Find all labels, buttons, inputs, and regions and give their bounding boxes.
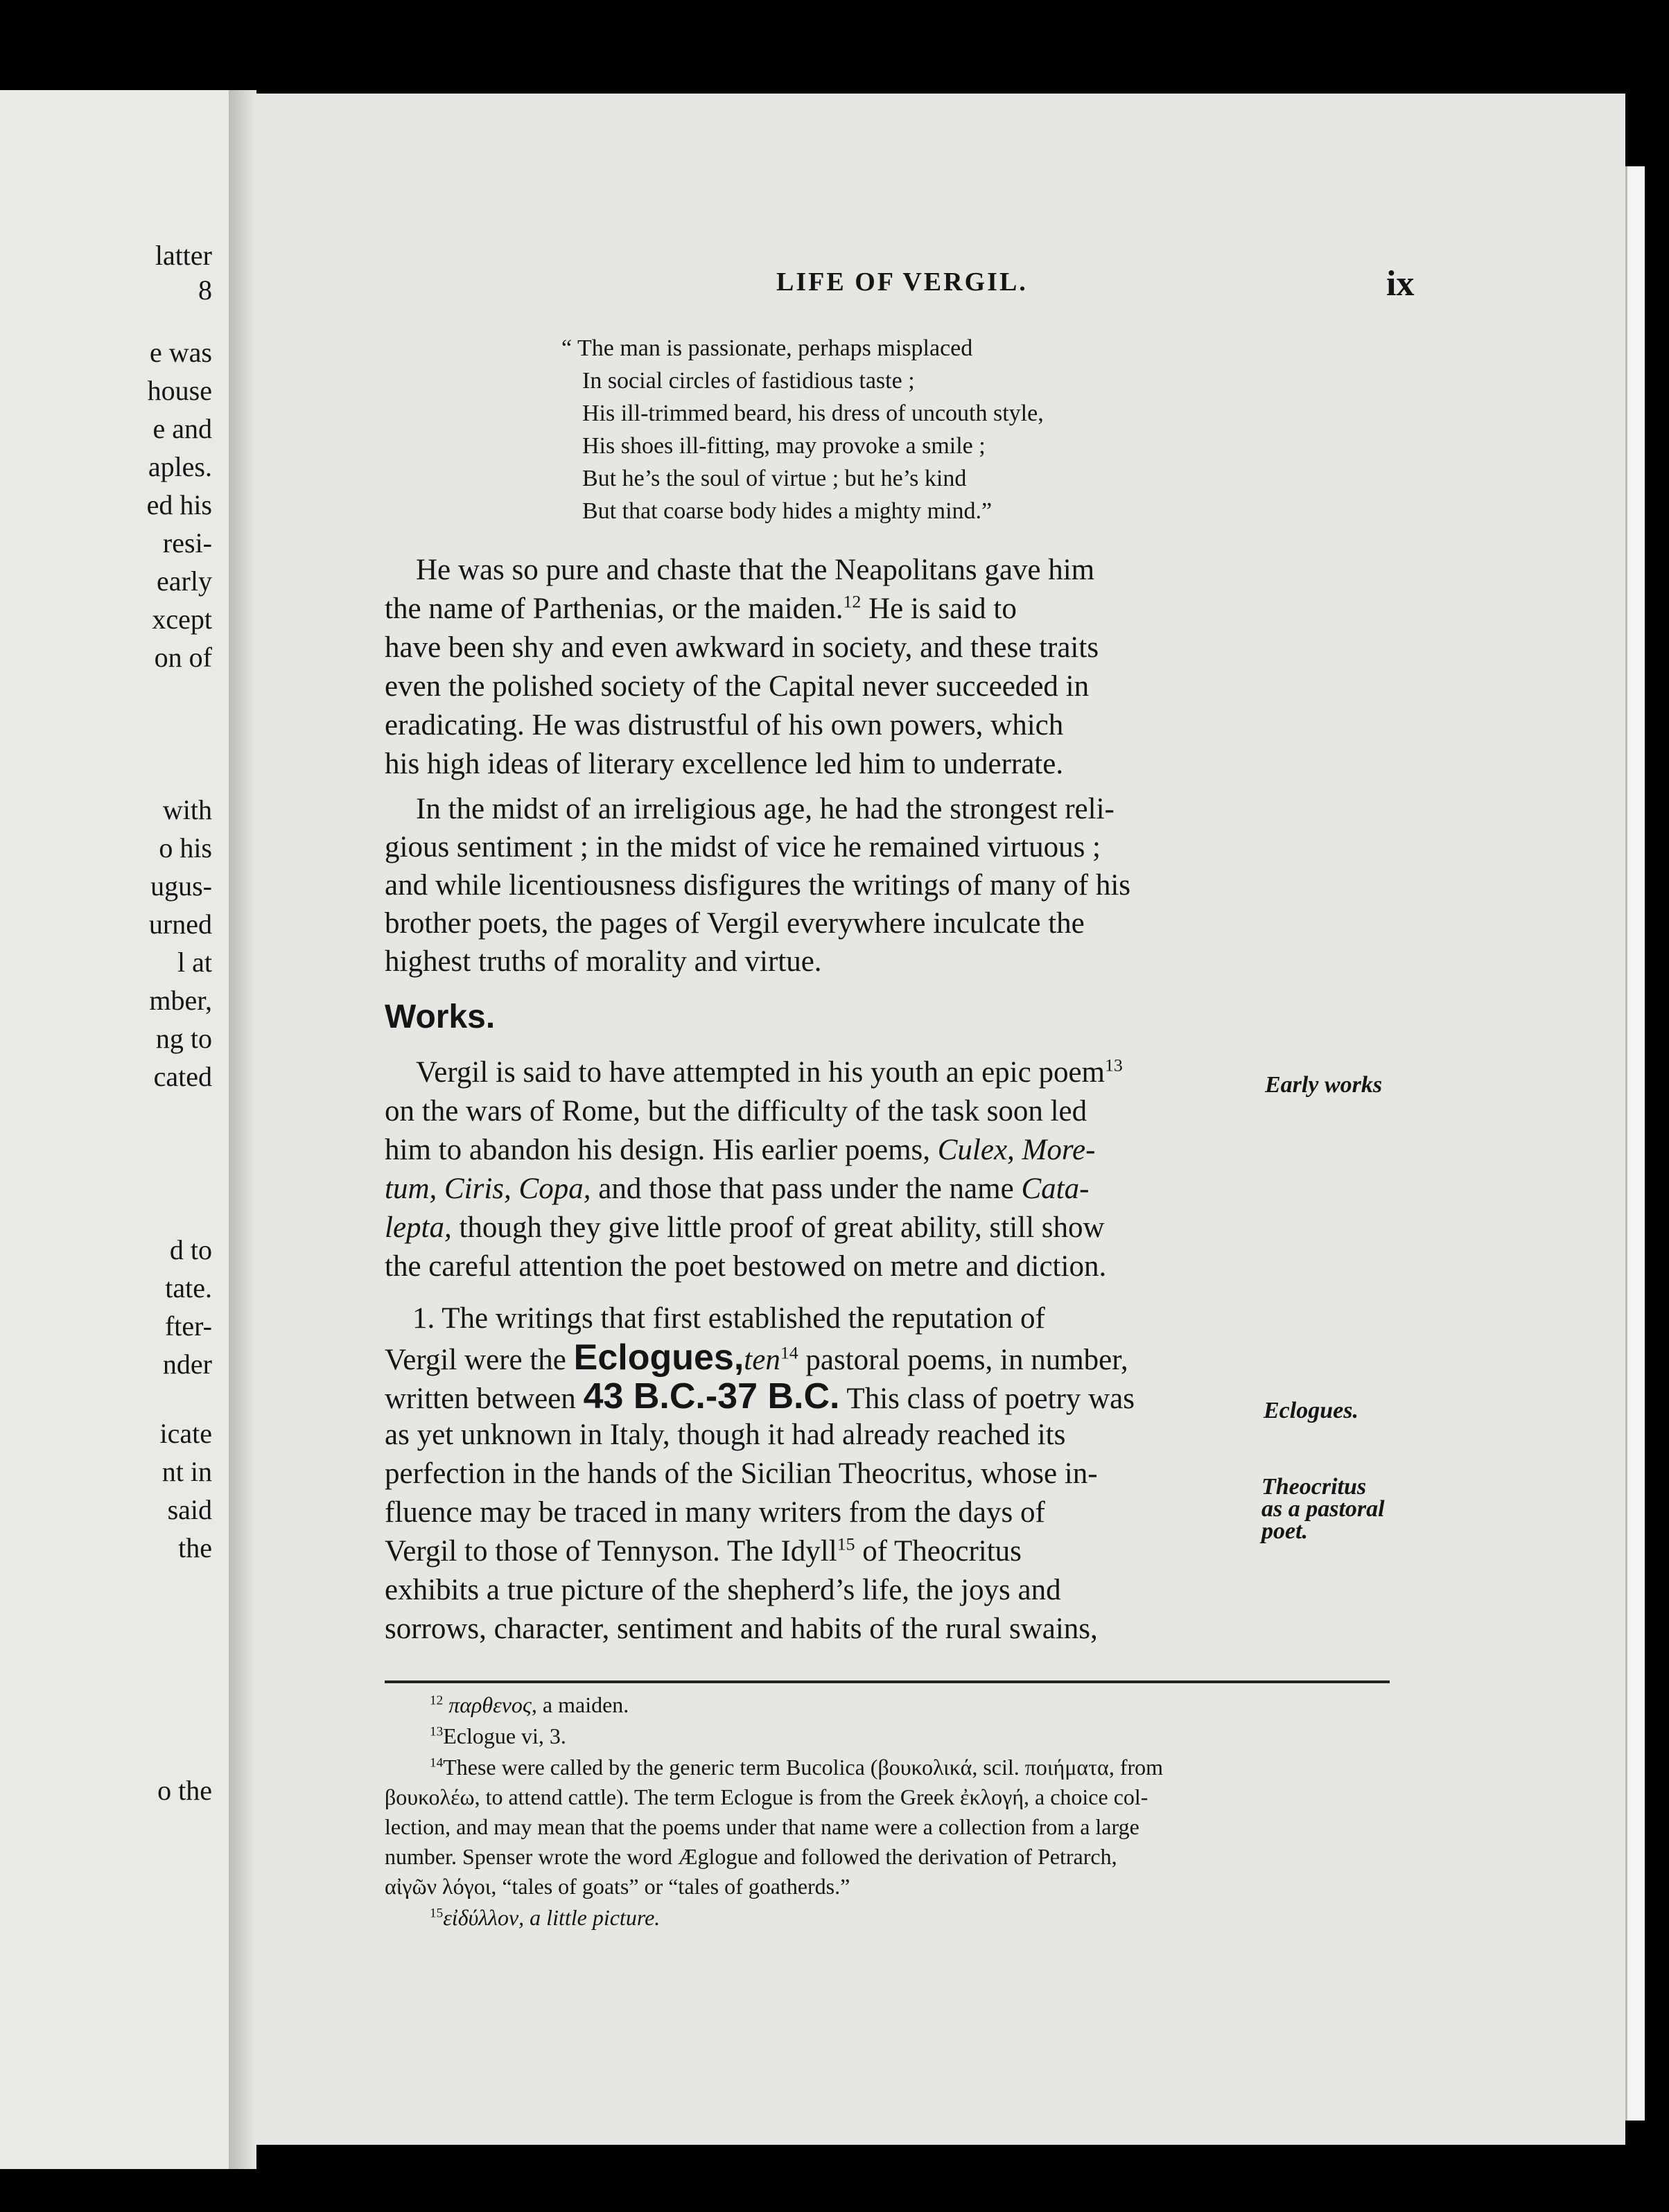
left-page-fragment: ed his [146,489,212,520]
text-line: even the polished society of the Capital never succeeded in [385,670,1090,703]
left-page-fragment: ugus- [150,870,212,902]
left-page-fragment: mber, [149,985,212,1016]
left-page-fragment: fter- [164,1310,212,1342]
text-line: him to abandon his design. His earlier poems, Culex, More- [385,1134,1096,1166]
poem-line: His shoes ill-fitting, may provoke a smile ; [582,433,986,459]
text-line: gious sentiment ; in the midst of vice he remained virtuous ; [385,831,1101,863]
text-line: In the midst of an irreligious age, he had the strongest reli- [416,793,1115,825]
footnote-15: $^{15}$εἰδύλλον, a little picture. [430,1905,661,1930]
section-heading-works: Works. [385,999,496,1035]
text-line: the careful attention the poet bestowed on metre and diction. [385,1250,1107,1283]
text-line: highest truths of morality and virtue. [385,945,822,978]
text-line: sorrows, character, sentiment and habits of the rural swains, [385,1613,1098,1645]
left-page-fragment: e and [152,413,212,444]
text-line: the name of Parthenias, or the maiden.$^{12}$ He is said to [385,591,1017,625]
margin-note-early-works: Early works [1265,1072,1383,1098]
poem-line: “ The man is passionate, perhaps misplaced [561,335,973,361]
left-page-fragment: on of [154,642,212,673]
footnote-12: $^{12}$ παρθενος, a maiden. [430,1692,629,1717]
left-page-fragment: xcept [152,604,212,635]
left-page-fragment: d to [169,1234,212,1265]
book-gutter [229,90,256,2169]
text-line: eradicating. He was distrustful of his own powers, which [385,709,1064,741]
footnote-line: number. Spenser wrote the word Æglogue and followed the derivation of Petrarch, [385,1844,1117,1869]
left-page-fragment: o his [159,832,212,863]
left-page-fragment: ng to [155,1023,212,1054]
left-page-fragment: icate [159,1418,212,1449]
footnote-rule [385,1680,1390,1683]
left-page [0,90,229,2169]
text-line: as yet unknown in Italy, though it had already reached its [385,1419,1066,1451]
page-edge [1625,166,1645,2121]
left-page-fragment: resi- [162,527,212,559]
footnote-line: αἰγῶν λόγοι, “tales of goats” or “tales of goatherds.” [385,1874,850,1899]
text-line: Vergil were the Eclogues,ten$^{14}$ pastoral poems, in number, [385,1337,1128,1378]
poem-line: But he’s the soul of virtue ; but he’s kind [582,466,967,491]
right-page [256,94,1625,2145]
left-page-fragment: 8 [198,274,212,306]
text-line: have been shy and even awkward in society, and these traits [385,631,1099,664]
text-line: and while licentiousness disfigures the writings of many of his [385,869,1131,902]
text-line: exhibits a true picture of the shepherd’s life, the joys and [385,1574,1061,1606]
text-line: lepta, though they give little proof of great ability, still show [385,1211,1105,1244]
left-page-fragment: aples. [148,451,212,482]
footnote-13: $^{13}$Eclogue vi, 3. [430,1723,566,1748]
left-page-fragment: nder [162,1349,212,1380]
left-page-fragment: l at [177,947,212,978]
left-page-fragment: cated [153,1061,212,1092]
left-page-fragment: tate. [165,1272,212,1304]
text-line: his high ideas of literary excellence led him to underrate. [385,748,1064,780]
text-line: Vergil to those of Tennyson. The Idyll$^{15}$ of Theocritus [385,1534,1022,1568]
left-page-fragment: o the [157,1775,212,1806]
left-page-fragment: the [178,1532,212,1563]
poem-line: In social circles of fastidious taste ; [582,368,915,394]
text-line: tum, Ciris, Copa, and those that pass under the name Cata- [385,1173,1090,1205]
running-header: LIFE OF VERGIL. [776,267,1028,297]
left-page-fragment: with [162,794,212,825]
left-page-fragment: said [167,1494,212,1525]
footnote-line: $^{14}$These were called by the generic term Bucolica (βουκολικά, scil. ποιήματα, from [430,1755,1164,1780]
text-line: He was so pure and chaste that the Neapolitans gave him [416,554,1095,586]
text-line: fluence may be traced in many writers from the days of [385,1496,1045,1529]
text-line: brother poets, the pages of Vergil everywhere inculcate the [385,907,1085,940]
footnote-line: βουκολέω, to attend cattle). The term Eclogue is from the Greek ἐκλογή, a choice col- [385,1784,1148,1809]
poem-line: But that coarse body hides a mighty mind.” [582,498,993,524]
left-page-fragment: nt in [161,1456,212,1487]
margin-note-theocritus: Theocritus as a pastoral poet. [1261,1474,1385,1544]
text-line: 1. The writings that first established the reputation of [412,1302,1045,1335]
page-number: ix [1386,264,1415,304]
left-page-fragment: latter [155,240,212,271]
text-line: Vergil is said to have attempted in his youth an epic poem$^{13}$ [416,1055,1123,1089]
left-page-fragment: urned [148,909,212,940]
text-line: on the wars of Rome, but the difficulty of the task soon led [385,1095,1087,1127]
margin-note-eclogues: Eclogues. [1264,1398,1358,1423]
text-line: perfection in the hands of the Sicilian Theocritus, whose in- [385,1457,1098,1490]
left-page-fragment: e was [150,337,212,368]
left-page-fragment: house [147,375,212,406]
text-line: written between 43 B.C.-37 B.C. This class of poetry was [385,1376,1135,1416]
left-page-fragment: early [157,565,212,597]
footnote-line: lection, and may mean that the poems under that name were a collection from a large [385,1814,1139,1839]
poem-line: His ill-trimmed beard, his dress of uncouth style, [582,401,1044,426]
